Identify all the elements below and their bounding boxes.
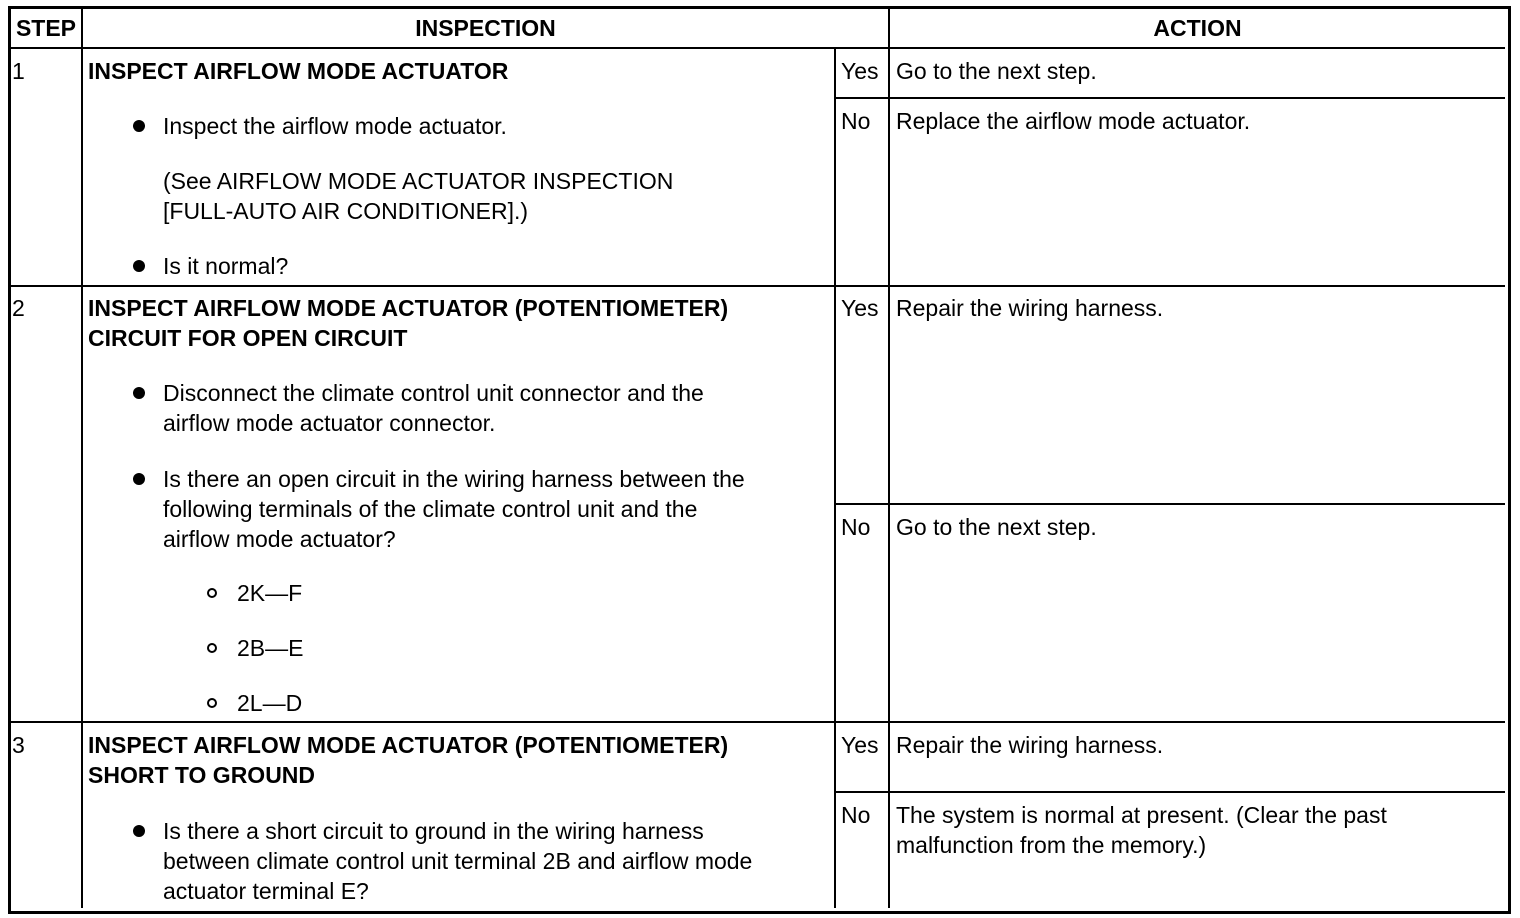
bullet-text: Disconnect the climate control unit connector and the bbox=[163, 380, 704, 406]
step-number: 1 bbox=[12, 58, 25, 84]
step-title: INSPECT AIRFLOW MODE ACTUATOR (POTENTIOMETER) bbox=[88, 295, 729, 321]
no-label: No bbox=[841, 108, 871, 134]
yes-no-divider-step1 bbox=[835, 97, 1505, 99]
column-divider-action bbox=[888, 9, 890, 908]
bullet-text: Inspect the airflow mode actuator. bbox=[163, 113, 507, 139]
header-row-divider bbox=[11, 47, 1505, 49]
bullet-text: airflow mode actuator? bbox=[163, 526, 396, 552]
bullet-icon bbox=[133, 260, 145, 272]
header-step: STEP bbox=[15, 15, 77, 41]
sub-bullet-icon bbox=[207, 588, 217, 598]
yes-action: Repair the wiring harness. bbox=[896, 732, 1164, 758]
no-action: malfunction from the memory.) bbox=[896, 832, 1207, 858]
step-title: SHORT TO GROUND bbox=[88, 762, 316, 788]
no-action: The system is normal at present. (Clear the past bbox=[896, 802, 1387, 828]
bullet-text: actuator terminal E? bbox=[163, 878, 369, 904]
no-label: No bbox=[841, 802, 871, 828]
yes-action: Go to the next step. bbox=[896, 58, 1097, 84]
bullet-icon bbox=[133, 120, 145, 132]
step-title: CIRCUIT FOR OPEN CIRCUIT bbox=[88, 325, 408, 351]
terminal-pair: 2B—E bbox=[237, 635, 304, 661]
yes-label: Yes bbox=[841, 732, 879, 758]
yes-label: Yes bbox=[841, 58, 879, 84]
step-number: 2 bbox=[12, 295, 25, 321]
yes-label: Yes bbox=[841, 295, 879, 321]
reference-text: (See AIRFLOW MODE ACTUATOR INSPECTION bbox=[163, 168, 674, 194]
bullet-icon bbox=[133, 825, 145, 837]
bullet-icon bbox=[133, 473, 145, 485]
bullet-text: Is there an open circuit in the wiring harness between the bbox=[163, 466, 745, 492]
sub-bullet-icon bbox=[207, 698, 217, 708]
bullet-icon bbox=[133, 387, 145, 399]
step-number: 3 bbox=[12, 732, 25, 758]
row-divider-step1 bbox=[11, 285, 1505, 287]
bullet-text: Is it normal? bbox=[163, 253, 289, 279]
column-divider-yesno bbox=[834, 48, 836, 908]
bullet-text: following terminals of the climate control unit and the bbox=[163, 496, 698, 522]
step-title: INSPECT AIRFLOW MODE ACTUATOR bbox=[88, 58, 509, 84]
header-action: ACTION bbox=[1153, 15, 1242, 41]
header-inspection: INSPECTION bbox=[415, 15, 556, 41]
step-title: INSPECT AIRFLOW MODE ACTUATOR (POTENTIOMETER) bbox=[88, 732, 729, 758]
bullet-text: between climate control unit terminal 2B and airflow mode bbox=[163, 848, 753, 874]
no-label: No bbox=[841, 514, 871, 540]
yes-no-divider-step3 bbox=[835, 791, 1505, 793]
no-action: Replace the airflow mode actuator. bbox=[896, 108, 1251, 134]
yes-no-divider-step2 bbox=[835, 503, 1505, 505]
no-action: Go to the next step. bbox=[896, 514, 1097, 540]
reference-text: [FULL-AUTO AIR CONDITIONER].) bbox=[163, 198, 529, 224]
sub-bullet-icon bbox=[207, 643, 217, 653]
terminal-pair: 2L—D bbox=[237, 690, 303, 716]
row-divider-step2 bbox=[11, 721, 1505, 723]
bullet-text: airflow mode actuator connector. bbox=[163, 410, 496, 436]
yes-action: Repair the wiring harness. bbox=[896, 295, 1164, 321]
bullet-text: Is there a short circuit to ground in the wiring harness bbox=[163, 818, 704, 844]
terminal-pair: 2K—F bbox=[237, 580, 303, 606]
column-divider-step bbox=[81, 9, 83, 908]
